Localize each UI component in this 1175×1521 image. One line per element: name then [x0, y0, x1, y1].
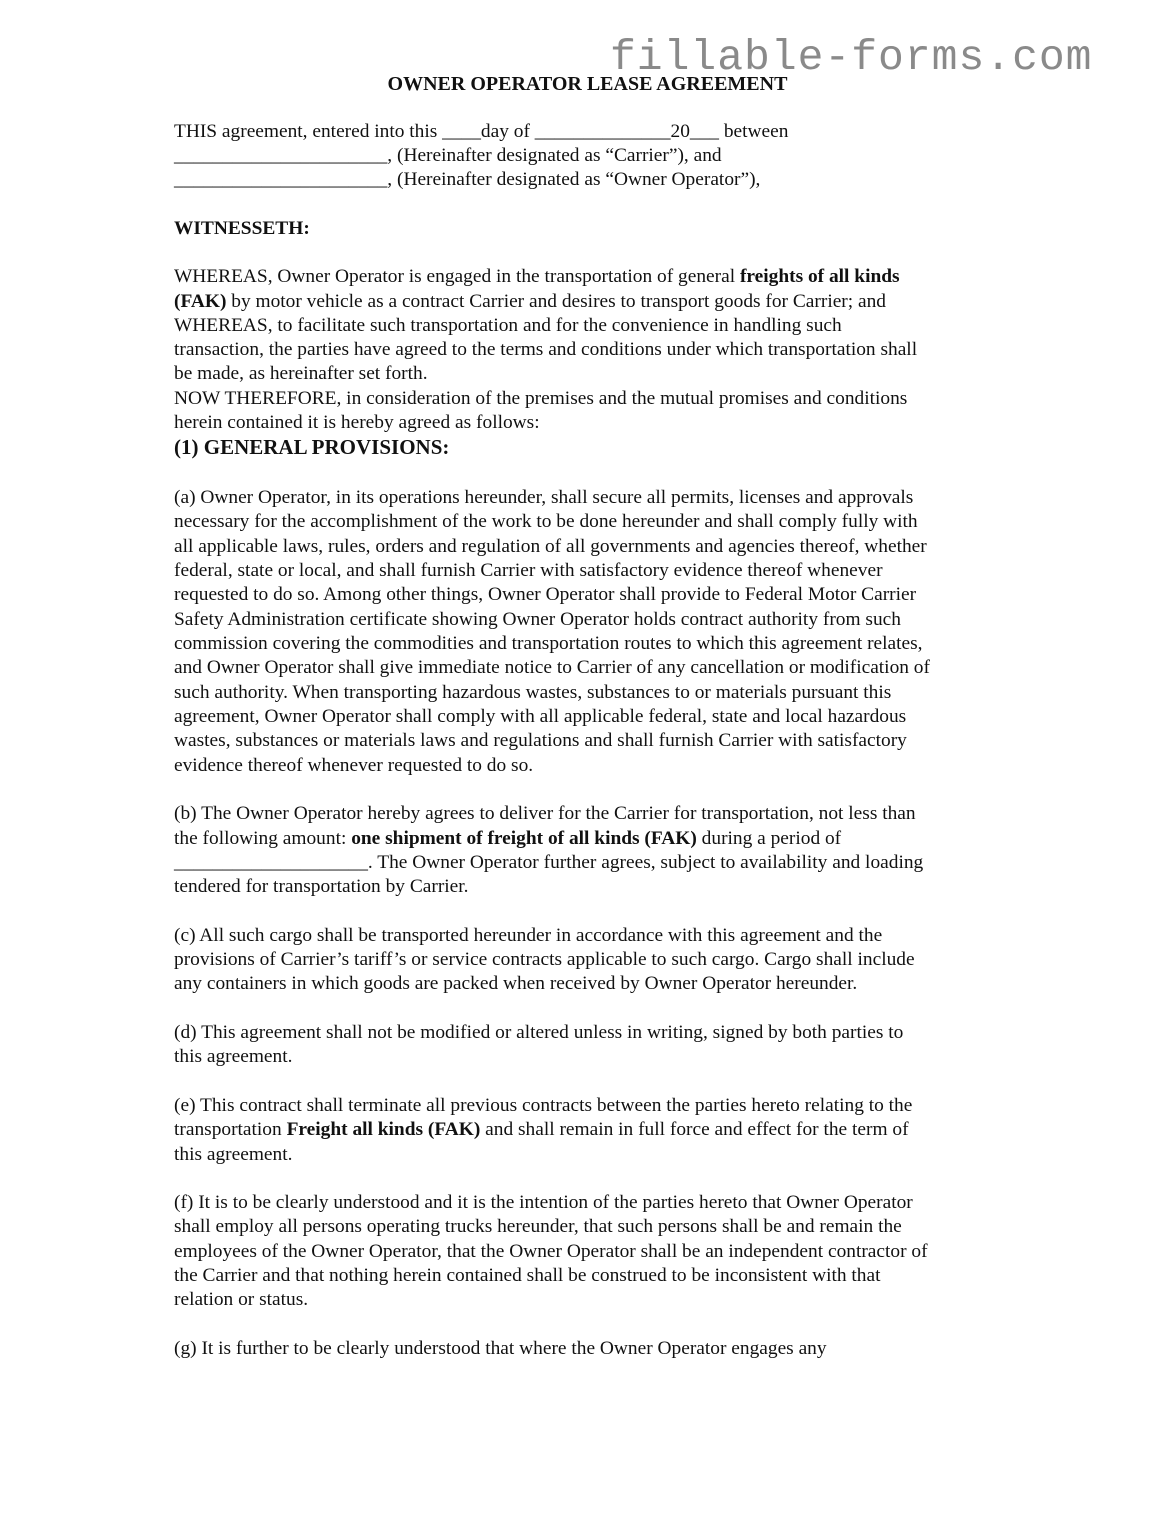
para-b-bold: one shipment of freight of all kinds (FAK) [351, 828, 697, 849]
para-c-line: (c) All such cargo shall be transported hereunder in accordance with this agreement and the [174, 925, 883, 946]
para-a-line: and Owner Operator shall give immediate notice to Carrier of any cancellation or modification of [174, 657, 930, 678]
para-b-text: the following amount: [174, 828, 352, 849]
para-e-bold: Freight all kinds (FAK) [286, 1119, 481, 1140]
para-a-line: necessary for the accomplishment of the work to be done hereunder and shall comply fully with [174, 511, 918, 532]
para-d-line: (d) This agreement shall not be modified or altered unless in writing, signed by both parties to [174, 1022, 904, 1043]
whereas-line: be made, as hereinafter set forth. [174, 363, 428, 384]
para-e-text: transportation [174, 1119, 287, 1140]
whereas-bold: (FAK) [174, 291, 227, 312]
para-a-line: (a) Owner Operator, in its operations hereunder, shall secure all permits, licenses and approvals [174, 487, 914, 508]
whereas-line: herein contained it is hereby agreed as follows: [174, 412, 540, 433]
section-heading: (1) GENERAL PROVISIONS: [174, 435, 450, 459]
para-g-line: (g) It is further to be clearly understood that where the Owner Operator engages any [174, 1338, 827, 1359]
para-a-line: Safety Administration certificate showing Owner Operator holds contract authority from such [174, 609, 901, 630]
para-a-line: requested to do so. Among other things, Owner Operator shall provide to Federal Motor Carrier [174, 584, 917, 605]
para-b-text: during a period of [696, 828, 842, 849]
para-b-line [174, 827, 841, 851]
para-e-line: (e) This contract shall terminate all previous contracts between the parties hereto relating to the [174, 1095, 913, 1116]
whereas-line: NOW THEREFORE, in consideration of the premises and the mutual promises and conditions [174, 388, 908, 409]
para-a-line: federal, state or local, and shall furnish Carrier with satisfactory evidence thereof whenever [174, 560, 883, 581]
para-e-line [174, 1118, 909, 1142]
para-c-line: any containers in which goods are packed when received by Owner Operator hereunder. [174, 973, 858, 994]
para-f-line: shall employ all persons operating trucks hereunder, that such persons shall be and remain the [174, 1216, 902, 1237]
para-b-line: tendered for transportation by Carrier. [174, 876, 469, 897]
witnesseth-heading: WITNESSETH: [174, 218, 310, 239]
whereas-text: WHEREAS, Owner Operator is engaged in the transportation of general [174, 266, 740, 287]
para-a-line: evidence thereof whenever requested to do so. [174, 755, 534, 776]
whereas-line: transaction, the parties have agreed to the terms and conditions under which transportation shall [174, 339, 918, 360]
para-f-line: the Carrier and that nothing herein contained shall be construed to be inconsistent with that [174, 1265, 881, 1286]
para-c-line: provisions of Carrier’s tariff’s or service contracts applicable to such cargo. Cargo shall include [174, 949, 915, 970]
intro-line: ______________________, (Hereinafter designated as “Carrier”), and [174, 145, 722, 166]
para-a-line: agreement, Owner Operator shall comply with all applicable federal, state and local hazardous [174, 706, 907, 727]
page-title: OWNER OPERATOR LEASE AGREEMENT [387, 73, 788, 95]
para-a-line: all applicable laws, rules, orders and regulation of all governments and agencies thereof, whether [174, 536, 927, 557]
whereas-bold: freights of all kinds [739, 266, 900, 287]
para-f-line: (f) It is to be clearly understood and it is the intention of the parties hereto that Owner Operator [174, 1192, 913, 1213]
para-a-line: such authority. When transporting hazardous wastes, substances to or materials pursuant this [174, 682, 892, 703]
intro-line: ______________________, (Hereinafter designated as “Owner Operator”), [174, 169, 761, 190]
para-b-line: ____________________. The Owner Operator further agrees, subject to availability and loading [174, 852, 924, 873]
whereas-line: WHEREAS, to facilitate such transportation and for the convenience in handling such [174, 315, 842, 336]
para-f-line: relation or status. [174, 1289, 309, 1310]
para-a-line: commission covering the commodities and transportation routes to which this agreement relates, [174, 633, 923, 654]
para-e-text: and shall remain in full force and effect for the term of [480, 1119, 909, 1140]
whereas-text: by motor vehicle as a contract Carrier and desires to transport goods for Carrier; and [226, 291, 887, 312]
para-b-line: (b) The Owner Operator hereby agrees to deliver for the Carrier for transportation, not less than [174, 803, 916, 824]
para-d-line: this agreement. [174, 1046, 293, 1067]
whereas-line [174, 290, 886, 314]
whereas-line [174, 265, 900, 289]
para-a-line: wastes, substances or materials laws and regulations and shall furnish Carrier with satisfactory [174, 730, 907, 751]
para-e-line: this agreement. [174, 1144, 293, 1165]
watermark: fillable-forms.com [610, 33, 1093, 82]
intro-line: THIS agreement, entered into this ____day of ______________20___ between [174, 121, 789, 142]
para-f-line: employees of the Owner Operator, that the Owner Operator shall be an independent contractor of [174, 1241, 928, 1262]
